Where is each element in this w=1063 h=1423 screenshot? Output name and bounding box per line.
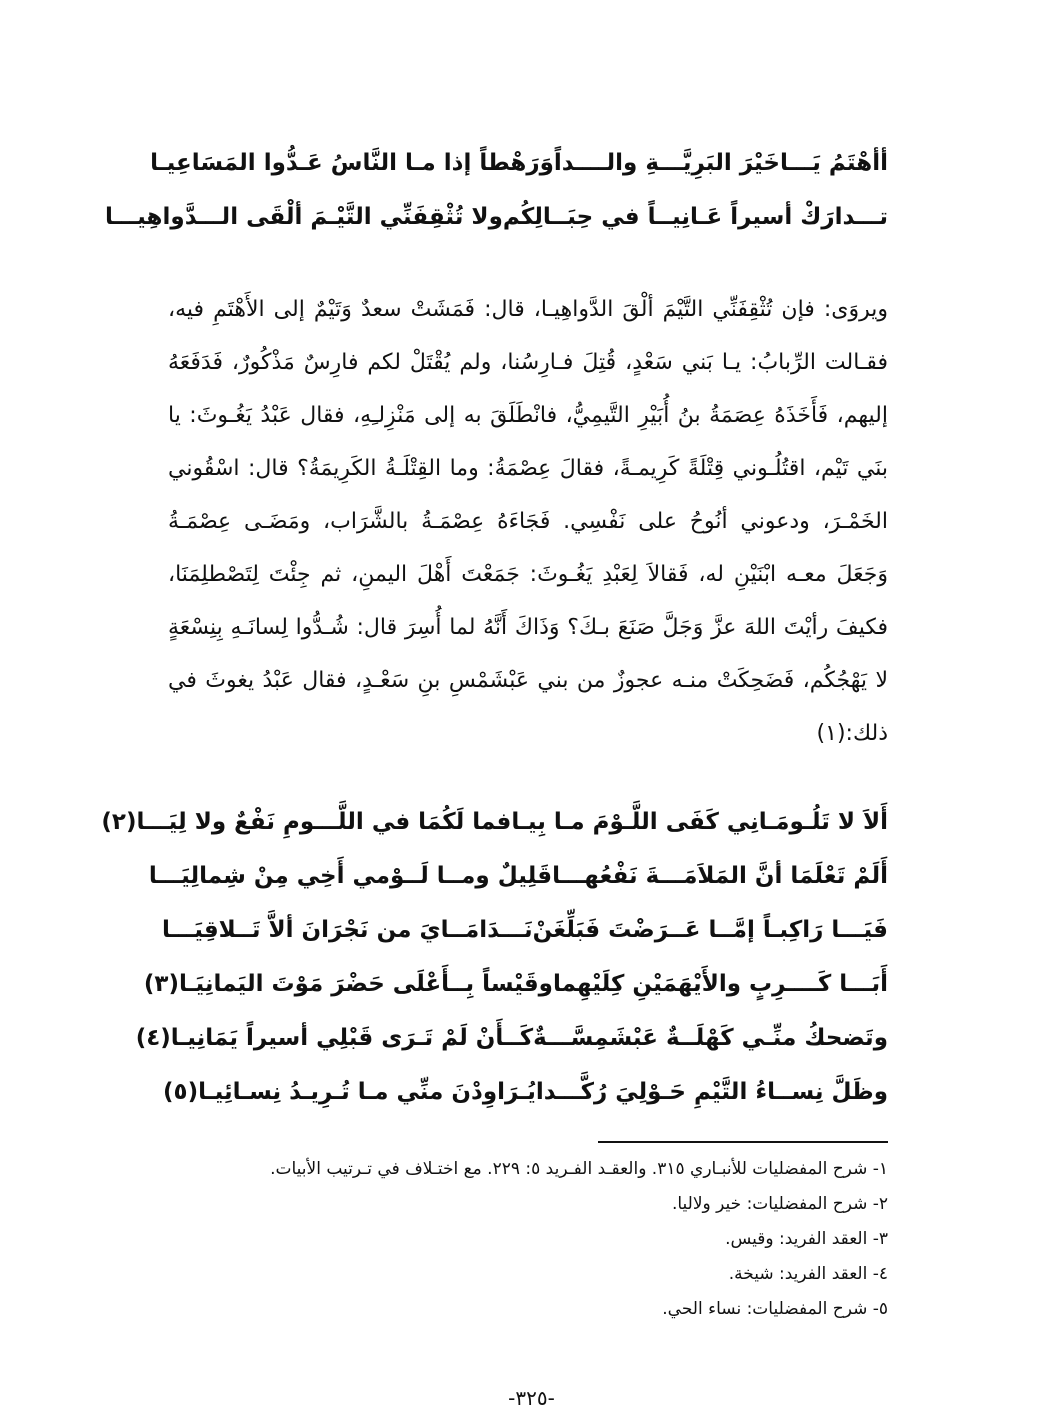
footnote-item: ٥- شرح المفضليات: نساء الحي. <box>662 1299 888 1319</box>
verse-line <box>143 967 888 1021</box>
verse-line <box>150 146 888 200</box>
poem-verses <box>101 805 888 1129</box>
verse-second-hemistich: ولا تُثْقِفَنِّي التَّيْـمَ ألْقَى الـــدَّواهِيـــا <box>104 204 503 230</box>
footnote-item: ٢- شرح المفضليات: خير ولاليا. <box>671 1194 888 1214</box>
narrative-paragraph: ويروَى: فإن تُثْقِفَنِّي التَّيْمَ ألْقَ الدَّواهِيـا، قال: فَمَشَتْ سعدٌ وَتَيْمٌ إلى الأَهْتَمِ فيه، فقـالت الرِّبابُ: يـا بَني سَعْدٍ، قُتِلَ فـارِسُنا، ولم يُقْتَلْ لكم فارِسٌ مَذْكُورٌ، فَدَفَعَهُ إليهم، فَأَخَذَهُ عِصَمَةُ بنُ أُبَيْرِ التَّيمِيُّ، فانْطَلَقَ به إلى مَنْزِلـِهِ، فقال عَبْدُ يَغُـوثَ: يا بنَي تَيْم، اقتُلُـوني قِتْلَةً كَرِيمـةً، فقالَ عِصْمَةُ: وما القِتْلَـةُ الكَرِيمَةُ؟ قال: اسْقُوني الخَمْـرَ، ودعوني أنُوحُ على نَفْسِي. فَجَاءَهُ عِصْمَـةُ بالشَّرَاب، ومَضَـى عِصْمَـةُ وَجَعَلَ معـه ابْنَيْنِ له، فَقالاَ لِعَبْدِ يَغُـوثَ: جَمَعْتَ أَهْلَ اليمنِ، ثم جِئْتَ لِتَصْطلِمَنَا، فكيفَ رأيْتَ اللهَ عزَّ وَجَلَّ صَنَعَ بـكَ؟ وَذَاكَ أَنَّهُ لما أُسِرَ قال: شُـدُّوا لِسانَـهِ بِنِسْعَةٍ لا يَهْجُكُم، فَضَحِكَتْ منـه عجوزٌ من بني عَبْشَمْسِ بنِ سَعْـدٍ، فقال عَبْدُ يغوثَ في ذلك:(١) <box>168 297 888 746</box>
verse-second-hemistich: قَلِيلٌ ومــا لَــوْمي أَخِي مِنْ شِمالِيَـــا <box>148 863 553 889</box>
footnote-divider <box>598 1141 888 1143</box>
verse-first-hemistich: أَلاَ لا تَلُـومَـانِي كَفَى اللَّـوْمَ مـا بِيـا <box>511 809 888 835</box>
verse-line <box>163 1075 888 1129</box>
verse-second-hemistich: وقَيْساً بِــأَعْلَى حَضْرَ مَوْتَ اليَمانِيَـا(٣) <box>143 971 553 997</box>
verse-first-hemistich: أأهْتَمُ يَـــاخَيْرَ البَرِيَّـــةِ والــــداً <box>553 150 888 176</box>
verse-line <box>162 913 888 967</box>
verse-first-hemistich: فَيَـــا رَاكِبـاً إمَّــا عَــرَضْتَ فَبَلِّغَنْ <box>532 917 888 943</box>
footnotes-list <box>168 1152 888 1327</box>
verse-line <box>135 1021 888 1075</box>
verse-first-hemistich: تـــدارَكْ أسيراً عَـانِيــاً في حِبَــالِكُم <box>502 204 888 230</box>
page-number: -٣٢٥- <box>508 1386 555 1410</box>
verse-line <box>101 805 888 859</box>
verse-second-hemistich: فما لَكُمَا في اللَّـــومِ نَفْعٌ ولا لِيَـــا(٢) <box>101 809 512 835</box>
verse-second-hemistich: نَـــدَامَــايَ من نَجْرَانَ ألاَّ تَــلاقِيَـــا <box>162 917 533 943</box>
opening-verses <box>104 146 888 254</box>
verse-second-hemistich: كَــأَنْ لَمْ تَـرَى قَبْلِي أسيراً يَمَانِيـا(٤) <box>135 1025 534 1051</box>
verse-line <box>104 200 888 254</box>
footnote-item: ١- شرح المفضليات للأنبـاري ٣١٥. والعقـد الفـريد ٥: ٢٢٩. مع اختـلاف في تـرتيب الأبيات. <box>270 1159 888 1179</box>
footnote-item: ٤- العقد الفريد: شيخة. <box>728 1264 888 1284</box>
footnote-item: ٣- العقد الفريد: وقيس. <box>725 1229 888 1249</box>
verse-first-hemistich: وظَلَّ نِســاءُ التَّيْمِ حَـوْلِيَ رُكَّـــدا <box>535 1079 888 1105</box>
verse-second-hemistich: يُـرَاوِدْنَ منِّي مـا تُـرِيـدُ نِسـائِيـا(٥) <box>163 1079 536 1105</box>
verse-second-hemistich: وَرَهْطاً إذا مـا النَّاسُ عَـدُّوا المَسَاعِيـا <box>150 150 554 176</box>
verse-line <box>148 859 888 913</box>
verse-first-hemistich: وتَضحكُ منِّـي كَهْلَــةٌ عَبْشَمِسَّـــةٌ <box>533 1025 888 1051</box>
verse-first-hemistich: أَلَمْ تَعْلَمَا أنَّ المَلاَمَـــةَ نَفْعُهـــا <box>552 863 888 889</box>
verse-first-hemistich: أَبَـــا كَــــرِبٍ والأَيْهَمَيْنِ كِلَيْهِما <box>552 971 888 997</box>
